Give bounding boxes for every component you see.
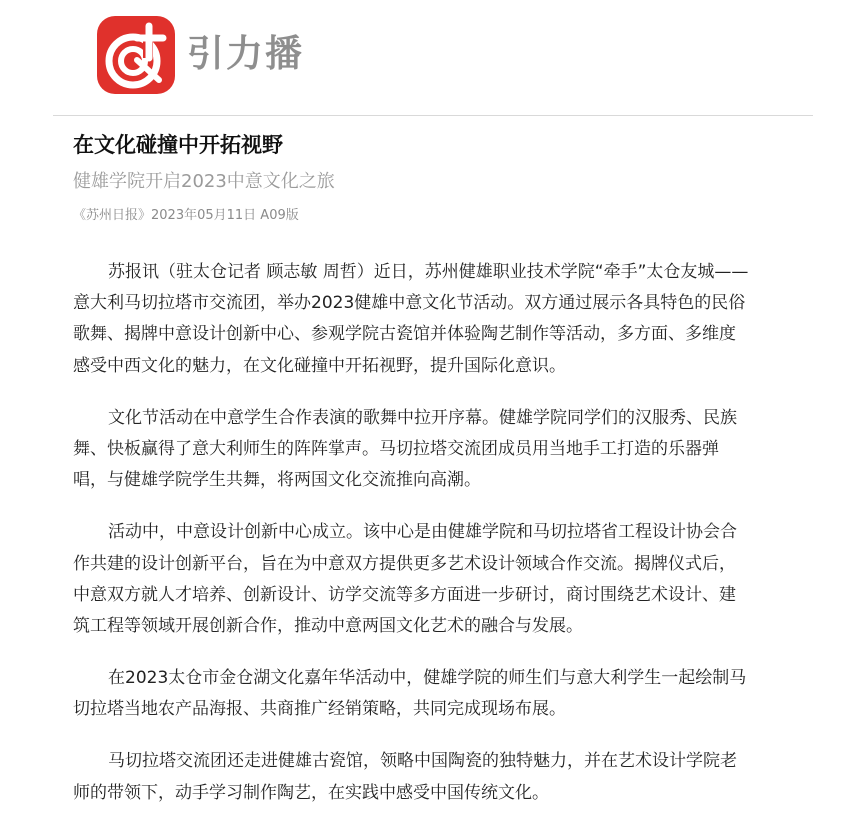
paragraph-line: 中意双方就人才培养、创新设计、访学交流等多方面进一步研讨，商讨围绕艺术设计、建 (73, 584, 736, 605)
paragraph-line: 舞、快板赢得了意大利师生的阵阵掌声。马切拉塔交流团成员用当地手工打造的乐器弹 (73, 438, 719, 459)
paragraph-line: 马切拉塔交流团还走进健雄古瓷馆，领略中国陶瓷的独特魅力，并在艺术设计学院老 (108, 751, 737, 772)
article-body (73, 257, 803, 830)
brand-logo-icon[interactable] (97, 16, 175, 94)
paragraph-line: 活动中，中意设计创新中心成立。该中心是由健雄学院和马切拉塔省工程设计协会合 (108, 522, 737, 543)
site-header (0, 0, 866, 116)
paragraph-line: 唱，与健雄学院学生共舞，将两国文化交流推向高潮。 (73, 470, 481, 491)
header-divider (53, 115, 813, 116)
paragraph (73, 257, 803, 382)
paragraph (73, 403, 803, 497)
paragraph (73, 746, 803, 808)
article-title: 在文化碰撞中开拓视野 (73, 133, 283, 157)
paragraph-line: 文化节活动在中意学生合作表演的歌舞中拉开序幕。健雄学院同学们的汉服秀、民族 (108, 407, 737, 428)
paragraph-line: 在2023太仓市金仓湖文化嘉年华活动中，健雄学院的师生们与意大利学生一起绘制马 (108, 668, 747, 689)
paragraph-line: 筑工程等领域开展创新合作，推动中意两国文化艺术的融合与发展。 (73, 615, 583, 636)
paragraph-line: 感受中西文化的魅力，在文化碰撞中开拓视野，提升国际化意识。 (73, 355, 566, 376)
article-source: 《苏州日报》2023年05月11日 A09版 (73, 208, 299, 223)
paragraph-line: 意大利马切拉塔市交流团，举办2023健雄中意文化节活动。双方通过展示各具特色的民俗 (73, 293, 746, 314)
brand-name[interactable]: 引力播 (187, 32, 304, 75)
paragraph-line: 师的带领下，动手学习制作陶艺，在实践中感受中国传统文化。 (73, 782, 549, 803)
article-subtitle: 健雄学院开启2023中意文化之旅 (73, 171, 335, 192)
paragraph (73, 517, 803, 642)
paragraph (73, 663, 803, 725)
paragraph-line: 苏报讯（驻太仓记者 顾志敏 周哲）近日，苏州健雄职业技术学院“牵手”太仓友城—— (108, 262, 749, 282)
paragraph-line: 切拉塔当地农产品海报、共商推广经销策略，共同完成现场布展。 (73, 699, 566, 720)
paragraph-line: 作共建的设计创新平台，旨在为中意双方提供更多艺术设计领域合作交流。揭牌仪式后， (73, 553, 736, 574)
paragraph-line: 歌舞、揭牌中意设计创新中心、参观学院古瓷馆并体验陶艺制作等活动，多方面、多维度 (73, 324, 736, 345)
